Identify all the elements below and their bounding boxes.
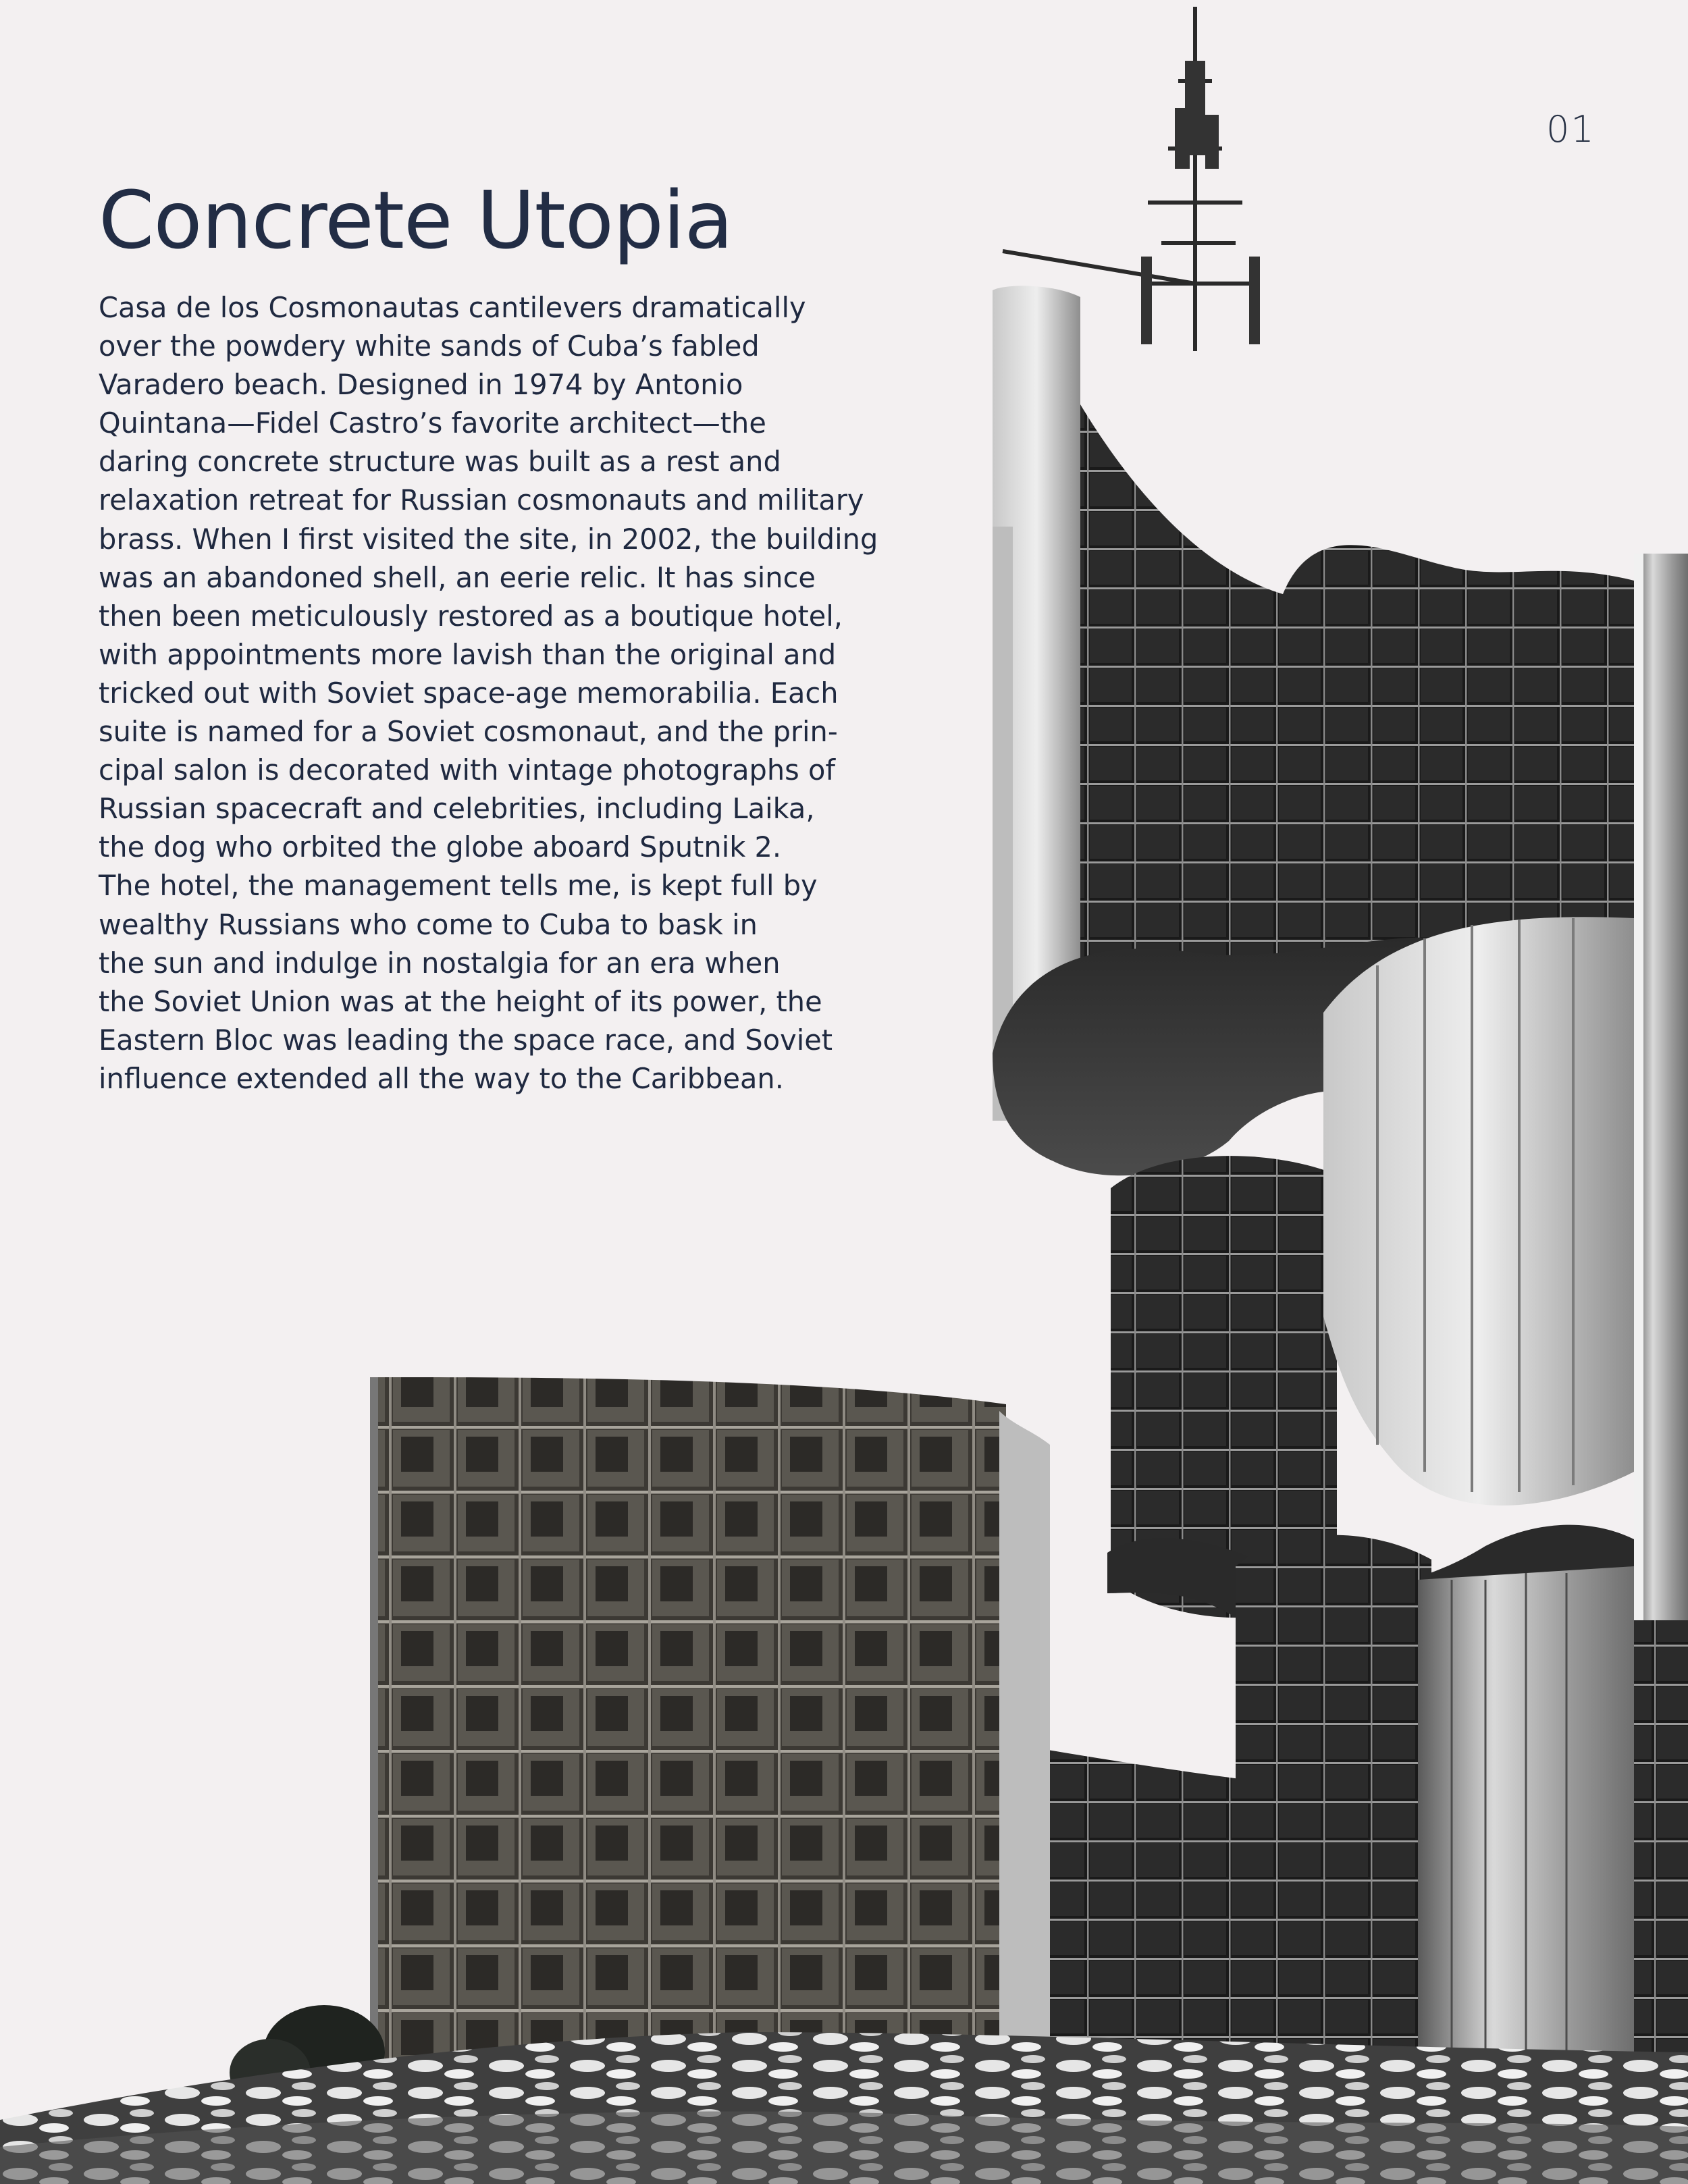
body-line: Casa de los Cosmonautas cantilevers dramatically [99,291,806,324]
body-line: relaxation retreat for Russian cosmonauts and military [99,483,864,517]
body-line: Russian spacecraft and celebrities, including Laika, [99,792,815,826]
page-number: 01 [1546,108,1595,151]
body-line: tricked out with Soviet space-age memorabilia. Each [99,676,839,710]
body-line: The hotel, the management tells me, is kept full by [99,869,818,903]
body-line: cipal salon is decorated with vintage photographs of [99,753,835,787]
body-line: brass. When I first visited the site, in 2002, the building [99,522,878,556]
body-line: Varadero beach. Designed in 1974 by Antonio [99,368,743,402]
page-title: Concrete Utopia [99,174,733,267]
body-line: was an abandoned shell, an eerie relic. It has since [99,560,816,594]
body-line: the sun and indulge in nostalgia for an era when [99,946,781,980]
body-line: Eastern Bloc was leading the space race, and Soviet [99,1023,833,1057]
body-line: Quintana—Fidel Castro’s favorite architect—the [99,406,766,440]
body-line: daring concrete structure was built as a rest and [99,445,781,479]
body-line: suite is named for a Soviet cosmonaut, and the prin- [99,715,838,749]
body-line: the Soviet Union was at the height of its power, the [99,984,822,1018]
article-body [99,288,878,1098]
body-line: then been meticulously restored as a boutique hotel, [99,599,843,633]
body-line: with appointments more lavish than the original and [99,637,837,671]
body-line: over the powdery white sands of Cuba’s fabled [99,329,760,363]
body-line: wealthy Russians who come to Cuba to bask in [99,907,758,941]
body-line: the dog who orbited the globe aboard Sputnik 2. [99,830,782,864]
body-line: influence extended all the way to the Caribbean. [99,1061,784,1095]
